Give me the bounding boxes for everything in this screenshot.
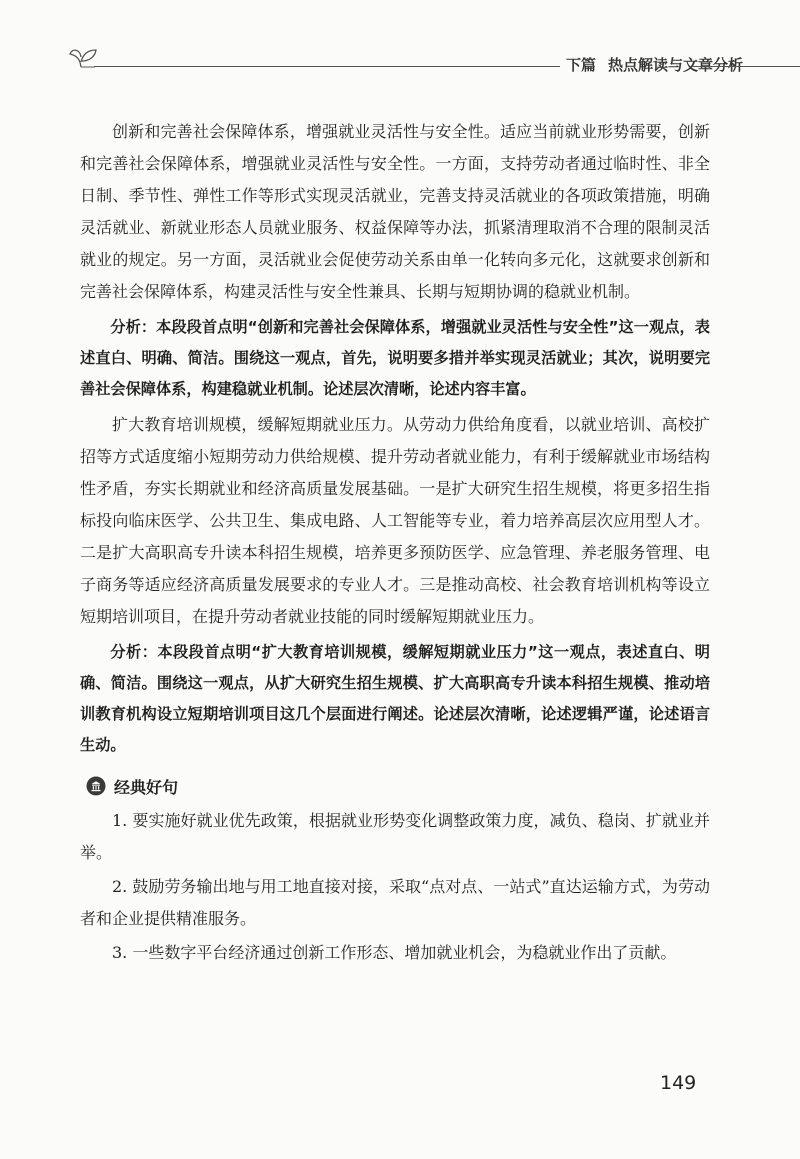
header-rule-left [94,66,560,67]
classic-sentence: 2. 鼓励劳务输出地与用工地直接对接，采取“点对点、一站式”直达运输方式，为劳动者和企业提供精准服务。 [80,877,710,928]
body-paragraph-education-training: 扩大教育培训规模，缓解短期就业压力。从劳动力供给角度看，以就业培训、高校扩招等方式适度缩小短期劳动力供给规模、提升劳动者就业能力，有利于缓解就业市场结构性矛盾，夯实长期就业和经济高质量发展基础。一是扩大研究生招生规模，将更多招生指标投向临床医学、公共卫生、集成电路、人工智能等专业，着力培养高层次应用型人才。二是扩大高职高专升读本科招生规模，培养更多预防医学、应急管理、养老服务管理、电子商务等适应经济高质量发展要求的专业人才。三是推动高校、社会教育培训机构等设立短期培训项目，在提升劳动者就业技能的同时缓解短期就业压力。 [80,415,710,626]
body-paragraph-social-security: 创新和完善社会保障体系，增强就业灵活性与安全性。适应当前就业形势需要，创新和完善社会保障体系，增强就业灵活性与安全性。一方面，支持劳动者通过临时性、非全日制、季节性、弹性工作等形式实现灵活就业，完善支持灵活就业的各项政策措施，明确灵活就业、新就业形态人员就业服务、权益保障等办法，抓紧清理取消不合理的限制灵活就业的规定。另一方面，灵活就业会促使劳动关系由单一化转向多元化，这就要求创新和完善社会保障体系，构建灵活性与安全性兼具、长期与短期协调的稳就业机制。 [80,122,710,301]
running-header [68,44,800,74]
header-title [566,54,743,75]
classic-sentences-title: 经典好句 [114,777,179,797]
page-number: 149 [660,1072,697,1094]
classic-sentence: 3. 一些数字平台经济通过创新工作形态、增加就业机会，为稳就业作出了贡献。 [112,943,677,962]
page-content [80,116,710,969]
header-rule-right [692,66,800,67]
analysis-paragraph-2: 分析：本段段首点明“扩大教育培训规模，缓解短期就业压力”这一观点，表述直白、明确、简洁。围绕这一观点，从扩大研究生招生规模、扩大高职高专升读本科招生规模、推动培训教育机构设立短期培训项目这几个层面进行阐述。论述层次清晰，论述逻辑严谨，论述语言生动。 [80,643,710,754]
classic-sentence: 1. 要实施好就业优先政策，根据就业形势变化调整政策力度，减负、稳岗、扩就业并举。 [80,811,710,862]
analysis-paragraph-1: 分析：本段段首点明“创新和完善社会保障体系，增强就业灵活性与安全性”这一观点，表述直白、明确、简洁。围绕这一观点，首先，说明要多措并举实现灵活就业；其次，说明要完善社会保障体系，构建稳就业机制。论述层次清晰，论述内容丰富。 [80,318,710,398]
header-chapter-title: 热点解读与文章分析 [608,56,744,74]
classic-sentences-heading [80,769,710,803]
header-section: 下篇 [566,56,597,74]
badge-icon [86,776,106,796]
